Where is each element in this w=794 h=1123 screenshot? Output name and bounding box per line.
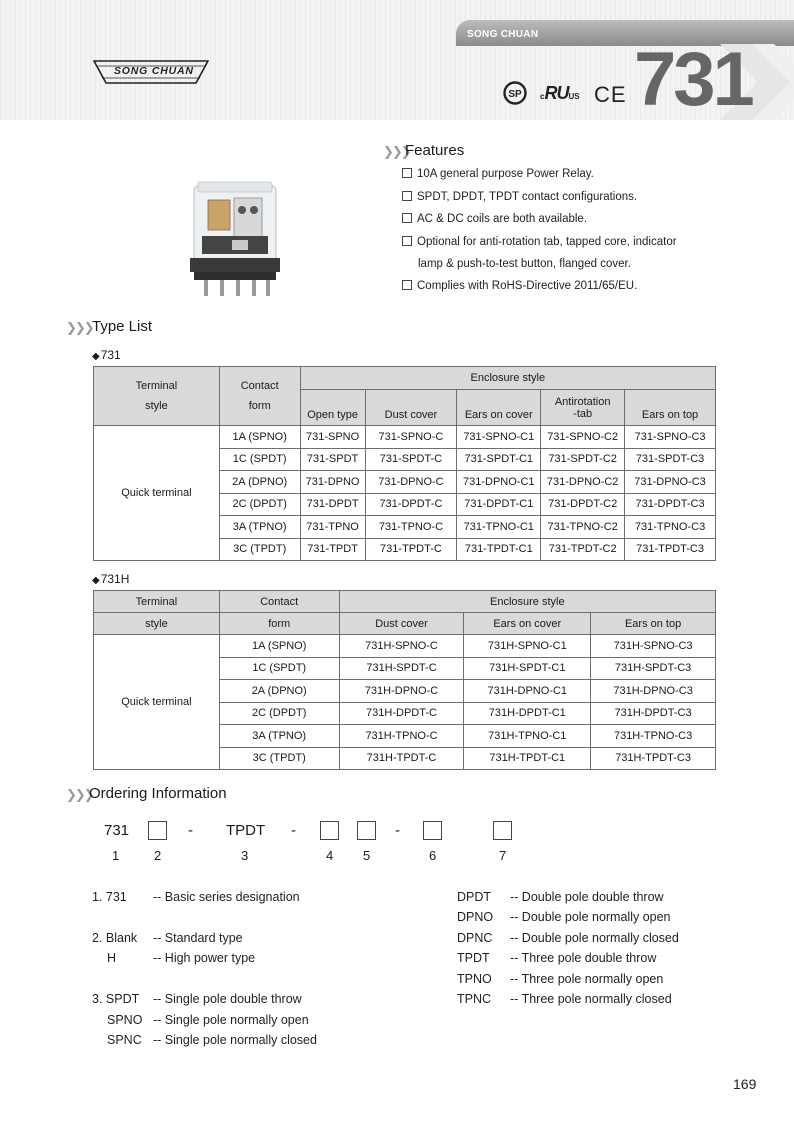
series-number: 731 — [634, 37, 752, 122]
cell: 731-TPNO — [300, 516, 365, 539]
desc-code: TPNC — [457, 992, 492, 1006]
feature-item: Optional for anti-rotation tab, tapped core, indicator — [402, 236, 677, 248]
header-terminal-style: style — [94, 613, 220, 635]
code-box-5 — [357, 821, 376, 840]
feature-item: AC & DC coils are both available. — [402, 213, 587, 225]
col-ears-on-top: Ears on top — [625, 390, 716, 426]
col-dust-cover: Dust cover — [365, 390, 457, 426]
cell: 731-TPNO-C2 — [541, 516, 625, 539]
cell: 731-DPDT — [300, 493, 365, 516]
cell: 731-SPNO-C1 — [457, 426, 541, 449]
cell: 731-TPNO-C — [365, 516, 457, 539]
desc-code: H — [107, 951, 117, 965]
cell: 2A (DPNO) — [219, 471, 300, 494]
page-number: 169 — [733, 1076, 757, 1092]
code-dash: - — [395, 822, 400, 839]
code-dash: - — [291, 822, 296, 839]
desc-code: 3. SPDT — [92, 992, 140, 1006]
cell: 731H-TPNO-C3 — [591, 725, 716, 748]
cell: 731-SPNO-C3 — [625, 426, 716, 449]
desc-text: -- High power type — [153, 951, 256, 965]
table-731h-label: ◆731H — [92, 572, 130, 586]
cell: 731-DPNO-C2 — [541, 471, 625, 494]
cell: 731H-DPNO-C1 — [464, 680, 591, 703]
table-row — [94, 635, 716, 658]
cell: 731-TPNO-C1 — [457, 516, 541, 539]
desc-text: -- Basic series designation — [153, 890, 300, 904]
desc-code: SPNO — [107, 1013, 143, 1027]
code-dash: - — [188, 822, 193, 839]
col-ears-on-cover: Ears on cover — [457, 390, 541, 426]
cell: 731-SPNO-C2 — [541, 426, 625, 449]
code-contact: TPDT — [226, 822, 266, 839]
desc-text: -- Single pole normally closed — [153, 1033, 317, 1047]
col-antirotation-tab: Antirotation -tab — [541, 390, 625, 426]
csa-cert-icon — [503, 81, 527, 105]
cell: 731H-TPDT-C3 — [591, 747, 716, 770]
terminal-cell: Quick terminal — [94, 635, 220, 770]
cell: 731H-DPDT-C1 — [464, 702, 591, 725]
cell: 2C (DPDT) — [219, 493, 300, 516]
cell: 1A (SPNO) — [219, 635, 339, 658]
ul-cert-c: c — [540, 92, 545, 101]
checkbox-icon — [402, 213, 412, 223]
diamond-icon: ◆ — [92, 575, 100, 586]
song-chuan-logo — [92, 57, 210, 87]
header-terminal: Terminal — [94, 591, 220, 613]
cell: 731-DPDT-C1 — [457, 493, 541, 516]
header-enclosure: Enclosure style — [300, 367, 715, 390]
desc-text: -- Double pole normally closed — [510, 931, 679, 945]
code-box-2 — [148, 821, 167, 840]
ul-cert-us: US — [568, 92, 580, 101]
position-number: 5 — [363, 848, 371, 863]
cell: 731-TPNO-C3 — [625, 516, 716, 539]
code-box-6 — [423, 821, 442, 840]
desc-text: -- Three pole normally closed — [510, 992, 672, 1006]
type-list-title: Type List — [92, 318, 153, 335]
cell: 731-TPDT-C3 — [625, 538, 716, 561]
cell: 731-DPDT-C3 — [625, 493, 716, 516]
position-number: 7 — [499, 848, 507, 863]
col-ears-on-cover: Ears on cover — [464, 613, 591, 635]
table-row — [94, 426, 716, 449]
col-ears-on-top: Ears on top — [591, 613, 716, 635]
csa-cert-label: SP — [508, 89, 522, 100]
features-chevron-icon: ❯❯❯ — [383, 144, 410, 159]
terminal-cell: Quick terminal — [94, 426, 220, 561]
ul-cert-mark — [540, 83, 580, 104]
cell: 731-SPNO — [300, 426, 365, 449]
code-box-4 — [320, 821, 339, 840]
desc-code: TPNO — [457, 972, 492, 986]
brand-tab-label: SONG CHUAN — [467, 29, 539, 40]
desc-text: -- Single pole double throw — [153, 992, 302, 1006]
checkbox-icon — [402, 280, 412, 290]
diamond-icon: ◆ — [92, 351, 100, 362]
cell: 731-TPDT-C2 — [541, 538, 625, 561]
checkbox-icon — [402, 236, 412, 246]
code-box-7 — [493, 821, 512, 840]
checkbox-icon — [402, 191, 412, 201]
header-enclosure: Enclosure style — [339, 591, 715, 613]
cell: 3C (TPDT) — [219, 538, 300, 561]
logo-text: SONG CHUAN — [114, 65, 194, 77]
ul-cert-ru: RU — [544, 83, 569, 103]
desc-text: -- Standard type — [153, 931, 243, 945]
code-series: 731 — [104, 822, 130, 839]
type-table-731h — [93, 590, 716, 770]
header-contact: Contact form — [219, 367, 300, 426]
cell: 2A (DPNO) — [219, 680, 339, 703]
position-number: 6 — [429, 848, 437, 863]
cell: 3A (TPNO) — [219, 725, 339, 748]
cell: 731-SPDT-C2 — [541, 448, 625, 471]
cell: 731-SPDT-C — [365, 448, 457, 471]
feature-item: 10A general purpose Power Relay. — [402, 168, 594, 180]
header-contact: Contact — [219, 591, 339, 613]
checkbox-icon — [402, 168, 412, 178]
cell: 731-DPNO-C3 — [625, 471, 716, 494]
type-table-731 — [93, 366, 716, 561]
desc-code: SPNC — [107, 1033, 142, 1047]
cell: 731-TPDT-C1 — [457, 538, 541, 561]
desc-code: DPNO — [457, 910, 494, 924]
cell: 731H-TPDT-C — [339, 747, 464, 770]
desc-text: -- Three pole normally open — [510, 972, 664, 986]
desc-code: DPNC — [457, 931, 493, 945]
cell: 2C (DPDT) — [219, 702, 339, 725]
header-terminal: Terminal style — [94, 367, 220, 426]
ordering-title: Ordering Information — [89, 785, 227, 802]
cell: 731-TPDT — [300, 538, 365, 561]
cell: 731H-SPDT-C3 — [591, 657, 716, 680]
desc-code: TPDT — [457, 951, 490, 965]
col-dust-cover: Dust cover — [339, 613, 464, 635]
cell: 3C (TPDT) — [219, 747, 339, 770]
desc-code: 2. Blank — [92, 931, 138, 945]
desc-text: -- Single pole normally open — [153, 1013, 309, 1027]
cell: 731H-DPNO-C — [339, 680, 464, 703]
cell: 731H-SPNO-C3 — [591, 635, 716, 658]
cell: 731-DPDT-C — [365, 493, 457, 516]
cell: 1A (SPNO) — [219, 426, 300, 449]
cell: 731-TPDT-C — [365, 538, 457, 561]
cell: 731H-SPDT-C1 — [464, 657, 591, 680]
cell: 731-SPNO-C — [365, 426, 457, 449]
ce-cert-mark: CE — [594, 82, 627, 107]
cell: 1C (SPDT) — [219, 448, 300, 471]
cell: 731-SPDT-C1 — [457, 448, 541, 471]
desc-text: -- Three pole double throw — [510, 951, 657, 965]
features-title: Features — [405, 142, 465, 159]
feature-item: SPDT, DPDT, TPDT contact configurations. — [402, 191, 637, 203]
type-list-chevron-icon: ❯❯❯ — [66, 320, 93, 335]
position-number: 2 — [154, 848, 162, 863]
cell: 731H-TPDT-C1 — [464, 747, 591, 770]
cell: 1C (SPDT) — [219, 657, 339, 680]
position-number: 4 — [326, 848, 334, 863]
cell: 731H-TPNO-C — [339, 725, 464, 748]
cell: 731H-DPDT-C3 — [591, 702, 716, 725]
feature-item: Complies with RoHS-Directive 2011/65/EU. — [402, 280, 637, 292]
cell: 731-DPDT-C2 — [541, 493, 625, 516]
cell: 731H-DPNO-C3 — [591, 680, 716, 703]
table-731-label: ◆731 — [92, 348, 121, 362]
cell: 731-SPDT — [300, 448, 365, 471]
desc-text: -- Double pole normally open — [510, 910, 671, 924]
cell: 731H-SPNO-C — [339, 635, 464, 658]
feature-item-continued: lamp & push-to-test button, flanged cover. — [418, 258, 631, 270]
desc-code: DPDT — [457, 890, 492, 904]
cell: 731H-SPNO-C1 — [464, 635, 591, 658]
position-number: 3 — [241, 848, 249, 863]
header-contact-form: form — [219, 613, 339, 635]
desc-code: 1. 731 — [92, 890, 127, 904]
ordering-chevron-icon: ❯❯❯ — [66, 787, 93, 802]
cell: 731-DPNO-C1 — [457, 471, 541, 494]
cell: 731-SPDT-C3 — [625, 448, 716, 471]
relay-product-image — [180, 178, 290, 300]
cell: 731-DPNO-C — [365, 471, 457, 494]
cell: 3A (TPNO) — [219, 516, 300, 539]
cell: 731H-SPDT-C — [339, 657, 464, 680]
position-number: 1 — [112, 848, 120, 863]
cell: 731H-TPNO-C1 — [464, 725, 591, 748]
cell: 731H-DPDT-C — [339, 702, 464, 725]
cell: 731-DPNO — [300, 471, 365, 494]
col-open-type: Open type — [300, 390, 365, 426]
desc-text: -- Double pole double throw — [510, 890, 664, 904]
